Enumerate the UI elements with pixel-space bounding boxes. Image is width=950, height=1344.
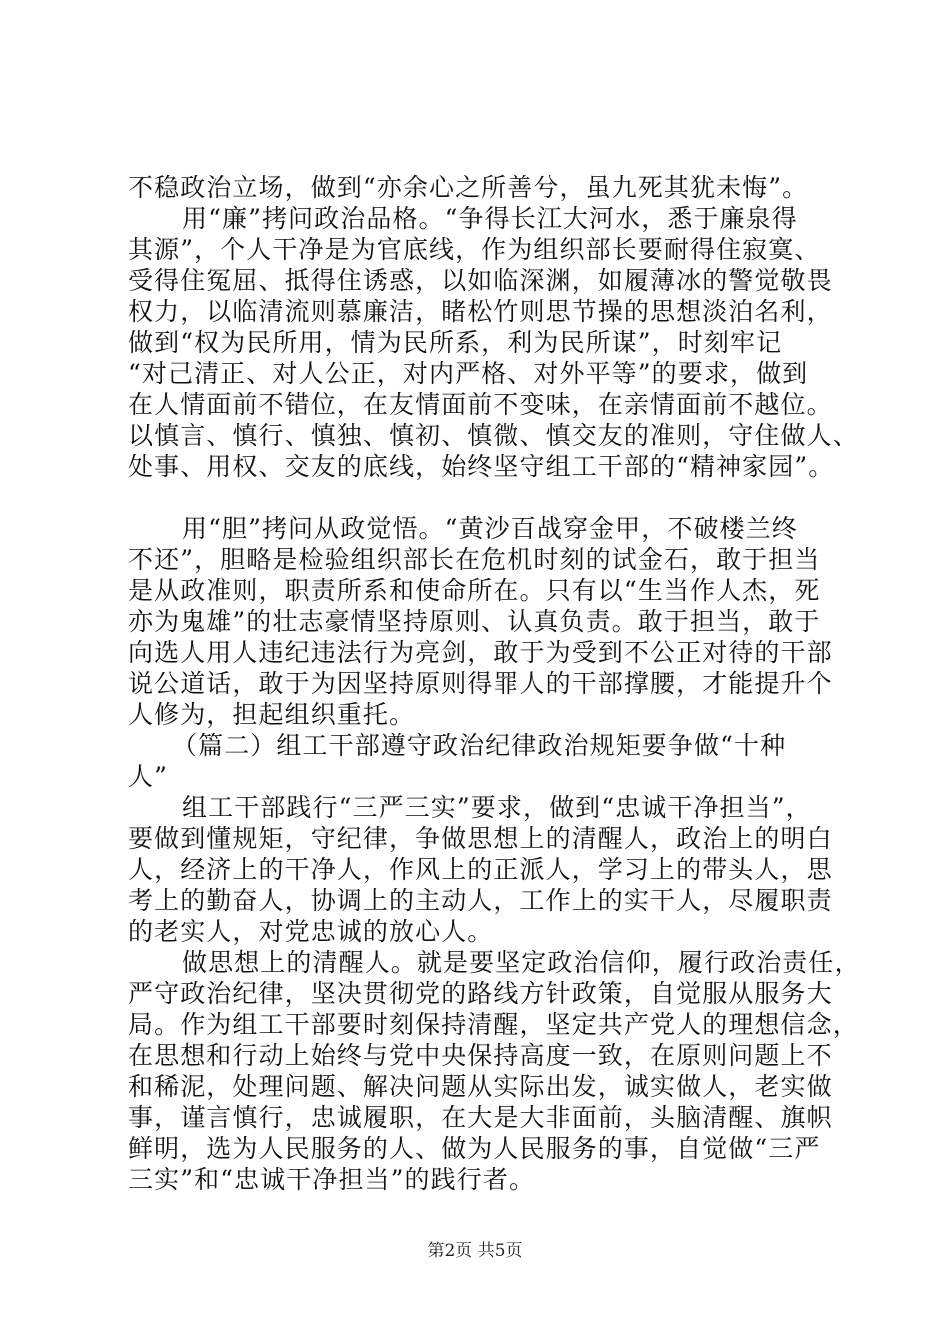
text-line: 要做到懂规矩，守纪律，争做思想上的清醒人，政治上的明白 [128,824,833,853]
text-line: 鲜明，选为人民服务的人、做为人民服务的事，自觉做“三严 [128,1134,821,1163]
text-line: 人，经济上的干净人，作风上的正派人，学习上的带头人，思 [128,855,833,884]
text-line: 以慎言、慎行、慎独、慎初、慎微、慎交友的准则，守住做人、 [128,421,859,450]
text-line: 处事、用权、交友的底线，始终坚守组工干部的“精神家园”。 [128,452,835,481]
text-line: 受得住冤屈、抵得住诱惑，以如临深渊，如履薄冰的警觉敬畏 [128,266,833,295]
text-line: 说公道话，敢于为因坚持原则得罪人的干部撑腰，才能提升个 [128,669,833,698]
paragraph-start-line: 做思想上的清醒人。就是要坚定政治信仰，履行政治责任， [182,948,861,977]
paragraph-start-line: 用“胆”拷问从政觉悟。“黄沙百战穿金甲，不破楼兰终 [182,514,798,543]
text-line: 三实”和“忠诚干净担当”的践行者。 [128,1165,536,1194]
section-heading-line: （篇二）组工干部遵守政治纪律政治规矩要争做“十种 [172,731,787,760]
text-line: 在思想和行动上始终与党中央保持高度一致，在原则问题上不 [128,1041,833,1070]
text-line: 权力，以临清流则慕廉洁，睹松竹则思节操的思想淡泊名利， [128,297,833,326]
text-line: 不稳政治立场，做到“亦余心之所善兮，虽九死其犹未悔”。 [128,173,809,202]
text-line: 局。作为组工干部要时刻保持清醒，坚定共产党人的理想信念， [128,1010,859,1039]
text-line: 人修为，担起组织重托。 [128,700,416,729]
paragraph-gap [128,482,828,513]
text-line: 事，谨言慎行，忠诚履职，在大是大非面前，头脑清醒、旗帜 [128,1103,833,1132]
text-line: 在人情面前不错位，在友情面前不变味，在亲情面前不越位。 [128,390,833,419]
text-line: “对己清正、对人公正，对内严格、对外平等”的要求，做到 [128,359,809,388]
text-line: 亦为鬼雄”的壮志豪情坚持原则、认真负责。敢于担当，敢于 [128,607,821,636]
text-line: 考上的勤奋人，协调上的主动人，工作上的实干人，尽履职责 [128,886,833,915]
text-line: 严守政治纪律，坚决贯彻党的路线方针政策，自觉服从服务大 [128,979,833,1008]
paragraph-start-line: 组工干部践行“三严三实”要求，做到“忠诚干净担当”， [182,793,812,822]
paragraph-start-line: 用“廉”拷问政治品格。“争得长江大河水，悉于廉泉得 [182,204,798,233]
text-line: 其源”，个人干净是为官底线，作为组织部长要耐得住寂寞、 [128,235,821,264]
text-line: 和稀泥，处理问题、解决问题从实际出发，诚实做人，老实做 [128,1072,833,1101]
text-line: 的老实人，对党忠诚的放心人。 [128,917,494,946]
section-heading-line: 人” [128,762,168,791]
text-line: 向选人用人违纪违法行为亮剑，敢于为受到不公正对待的干部 [128,638,833,667]
text-line: 做到“权为民所用，情为民所系，利为民所谋”，时刻牢记 [128,328,783,357]
document-body [128,172,861,1195]
text-line: 不还”，胆略是检验组织部长在危机时刻的试金石，敢于担当 [128,545,821,574]
text-line: 是从政准则，职责所系和使命所在。只有以“生当作人杰，死 [128,576,821,605]
page-number-footer: 第2页 共5页 [427,1241,523,1261]
